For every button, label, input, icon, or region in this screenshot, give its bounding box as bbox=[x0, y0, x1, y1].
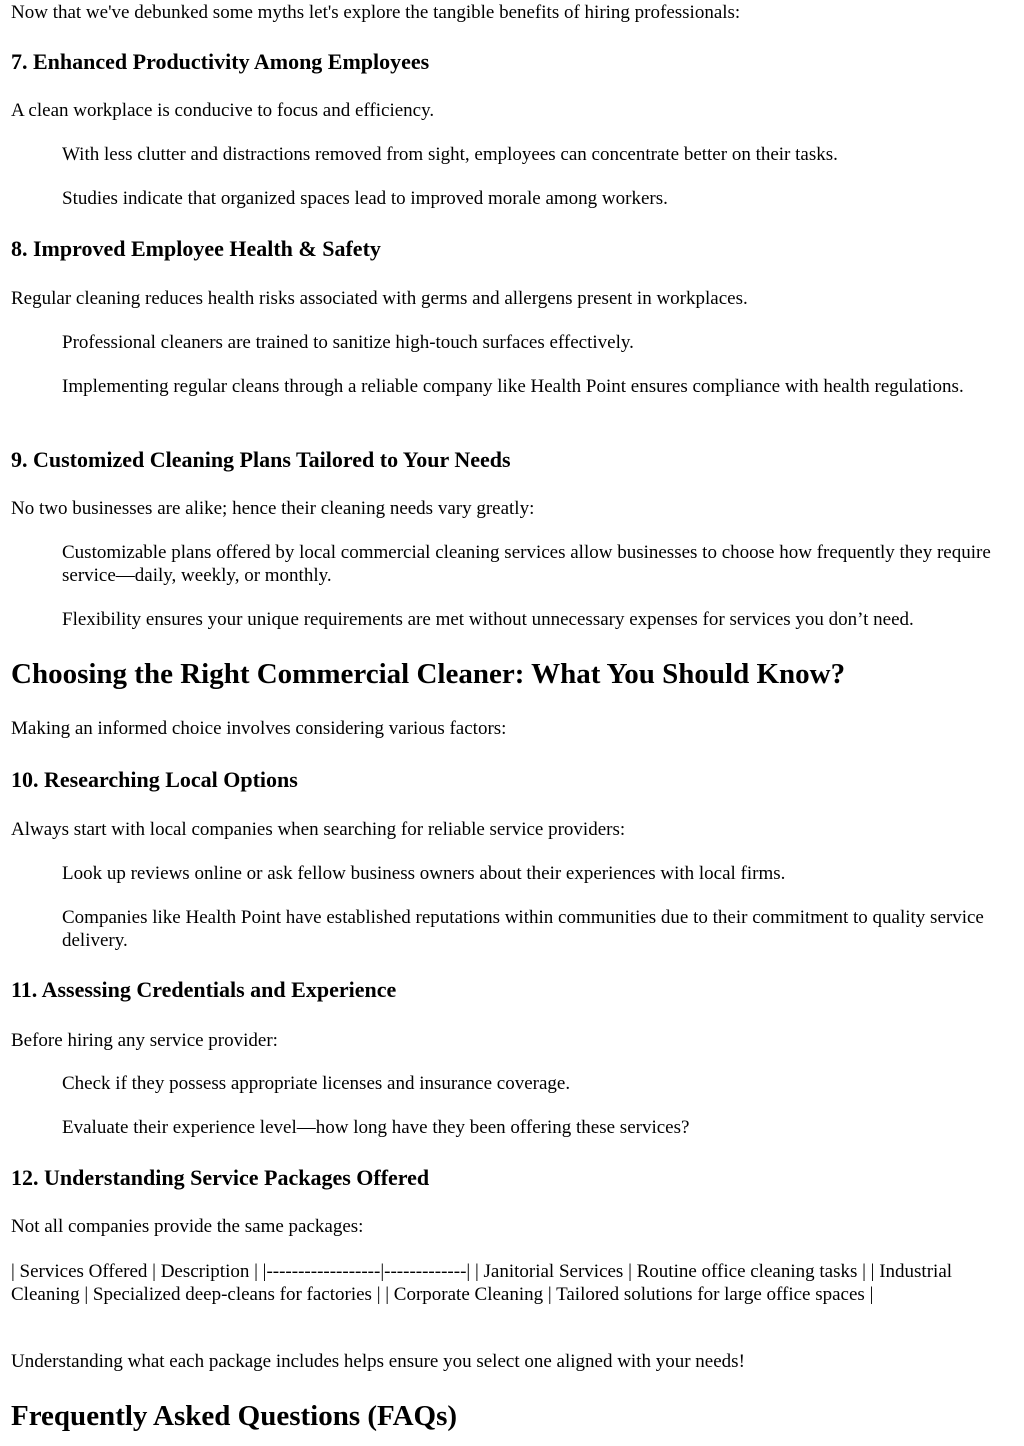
blockquote-section-9-2: Flexibility ensures your unique requirements are met without unnecessary expenses for services you don’t need. bbox=[62, 609, 914, 630]
heading-section-9: 9. Customized Cleaning Plans Tailored to Your Needs bbox=[11, 447, 511, 472]
heading-section-12: 12. Understanding Service Packages Offered bbox=[11, 1165, 430, 1190]
paragraph-packages-table-text: | Services Offered | Description | |------------------|-------------| | Janitorial Services | Routine office cleaning tasks | | Industrial Cleaning | Specialized deep-cleans for factories | | Corporate Cleaning | Tailored solutions for large office spaces | bbox=[11, 1261, 953, 1305]
heading-section-7: 7. Enhanced Productivity Among Employees bbox=[11, 49, 430, 74]
heading-section-8: 8. Improved Employee Health & Safety bbox=[11, 236, 381, 261]
heading-section-11: 11. Assessing Credentials and Experience bbox=[11, 977, 397, 1002]
blockquote-section-11-2: Evaluate their experience level—how long have they been offering these services? bbox=[62, 1117, 690, 1138]
blockquote-section-8-1: Professional cleaners are trained to sanitize high-touch surfaces effectively. bbox=[62, 332, 634, 353]
blockquote-section-10-2: Companies like Health Point have established reputations within communities due to their commitment to quality service delivery. bbox=[62, 907, 984, 951]
blockquote-section-10-1: Look up reviews online or ask fellow business owners about their experiences with local firms. bbox=[62, 863, 786, 884]
paragraph-section-9-lead: No two businesses are alike; hence their cleaning needs vary greatly: bbox=[11, 498, 535, 519]
blockquote-section-7-2: Studies indicate that organized spaces lead to improved morale among workers. bbox=[62, 188, 668, 209]
paragraph-section-7-lead: A clean workplace is conducive to focus and efficiency. bbox=[11, 100, 435, 121]
paragraph-section-12-lead: Not all companies provide the same packages: bbox=[11, 1216, 364, 1237]
blockquote-section-9-1: Customizable plans offered by local commercial cleaning services allow businesses to choose how frequently they require service—daily, weekly, or monthly. bbox=[62, 542, 991, 586]
blockquote-section-7-1: With less clutter and distractions removed from sight, employees can concentrate better on their tasks. bbox=[62, 144, 838, 165]
blockquote-section-11-1: Check if they possess appropriate licenses and insurance coverage. bbox=[62, 1073, 571, 1094]
intro-paragraph: Now that we've debunked some myths let's explore the tangible benefits of hiring professionals: bbox=[11, 2, 741, 23]
heading-section-10: 10. Researching Local Options bbox=[11, 767, 298, 792]
paragraph-choosing-lead: Making an informed choice involves considering various factors: bbox=[11, 718, 507, 739]
paragraph-section-11-lead: Before hiring any service provider: bbox=[11, 1030, 278, 1051]
heading-faqs: Frequently Asked Questions (FAQs) bbox=[11, 1400, 458, 1432]
blockquote-section-8-2: Implementing regular cleans through a reliable company like Health Point ensures compliance with health regulations. bbox=[62, 376, 964, 397]
paragraph-packages-closing: Understanding what each package includes helps ensure you select one aligned with your needs! bbox=[11, 1351, 745, 1372]
heading-choosing: Choosing the Right Commercial Cleaner: What You Should Know? bbox=[11, 658, 846, 690]
paragraph-section-8-lead: Regular cleaning reduces health risks associated with germs and allergens present in workplaces. bbox=[11, 288, 748, 309]
paragraph-section-10-lead: Always start with local companies when searching for reliable service providers: bbox=[11, 819, 626, 840]
